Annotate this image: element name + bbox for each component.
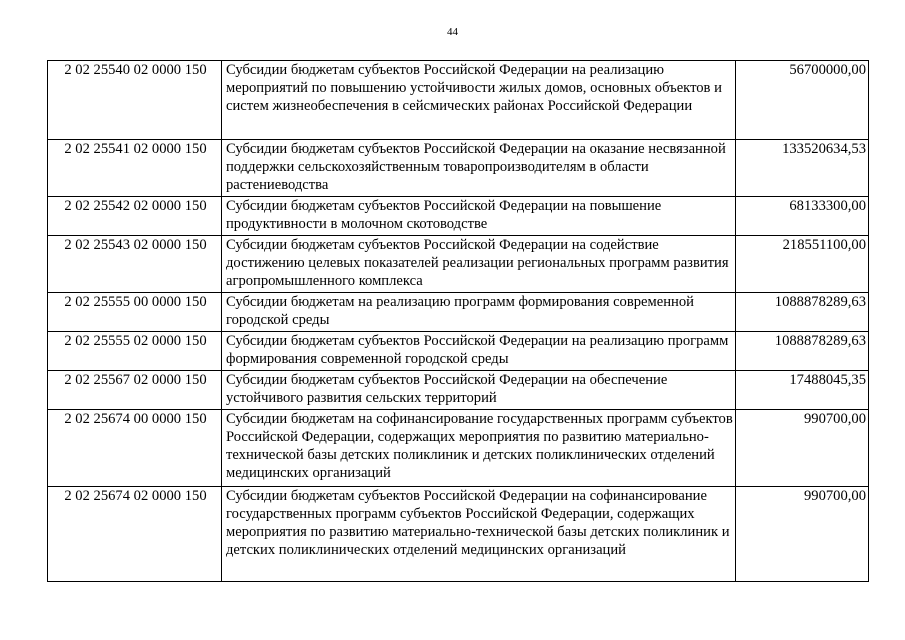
row-code: 2 02 25567 02 0000 150 xyxy=(48,371,222,410)
row-description: Субсидии бюджетам субъектов Российской Федерации на обеспечение устойчивого развития сельских территорий xyxy=(222,371,736,410)
table-row xyxy=(48,371,869,410)
row-description: Субсидии бюджетам субъектов Российской Федерации на оказание несвязанной поддержки сельскохозяйственным товаропроизводителям в области растениеводства xyxy=(222,140,736,197)
table-row xyxy=(48,197,869,236)
row-code: 2 02 25674 02 0000 150 xyxy=(48,487,222,582)
row-description: Субсидии бюджетам на реализацию программ формирования современной городской среды xyxy=(222,293,736,332)
row-amount: 1088878289,63 xyxy=(736,332,869,371)
row-description: Субсидии бюджетам на софинансирование государственных программ субъектов Российской Федерации, содержащих мероприятия по развитию материально-технической базы детских поликлиник и детских поликлинических отделений медицинских организаций xyxy=(222,410,736,487)
table-row xyxy=(48,487,869,582)
table-row xyxy=(48,332,869,371)
table-row xyxy=(48,140,869,197)
row-amount: 990700,00 xyxy=(736,487,869,582)
row-description: Субсидии бюджетам субъектов Российской Федерации на софинансирование государственных программ субъектов Российской Федерации, содержащих мероприятия по развитию материально-технической базы детских поликлиник и детских поликлинических отделений медицинских организаций xyxy=(222,487,736,582)
row-code: 2 02 25555 00 0000 150 xyxy=(48,293,222,332)
row-code: 2 02 25542 02 0000 150 xyxy=(48,197,222,236)
row-code: 2 02 25555 02 0000 150 xyxy=(48,332,222,371)
row-description: Субсидии бюджетам субъектов Российской Федерации на реализацию программ формирования современной городской среды xyxy=(222,332,736,371)
table-row xyxy=(48,61,869,140)
row-code: 2 02 25674 00 0000 150 xyxy=(48,410,222,487)
row-amount: 17488045,35 xyxy=(736,371,869,410)
budget-table xyxy=(47,60,869,582)
row-description: Субсидии бюджетам субъектов Российской Федерации на содействие достижению целевых показателей реализации региональных программ развития агропромышленного комплекса xyxy=(222,236,736,293)
page-number: 44 xyxy=(447,26,458,38)
row-amount: 990700,00 xyxy=(736,410,869,487)
table-row xyxy=(48,293,869,332)
row-code: 2 02 25543 02 0000 150 xyxy=(48,236,222,293)
row-amount: 1088878289,63 xyxy=(736,293,869,332)
row-amount: 218551100,00 xyxy=(736,236,869,293)
row-amount: 133520634,53 xyxy=(736,140,869,197)
table-row xyxy=(48,236,869,293)
row-amount: 56700000,00 xyxy=(736,61,869,140)
table-row xyxy=(48,410,869,487)
row-description: Субсидии бюджетам субъектов Российской Федерации на повышение продуктивности в молочном скотоводстве xyxy=(222,197,736,236)
row-code: 2 02 25541 02 0000 150 xyxy=(48,140,222,197)
row-description: Субсидии бюджетам субъектов Российской Федерации на реализацию мероприятий по повышению устойчивости жилых домов, основных объектов и систем жизнеобеспечения в сейсмических районах Российской Федерации xyxy=(222,61,736,140)
row-amount: 68133300,00 xyxy=(736,197,869,236)
row-code: 2 02 25540 02 0000 150 xyxy=(48,61,222,140)
